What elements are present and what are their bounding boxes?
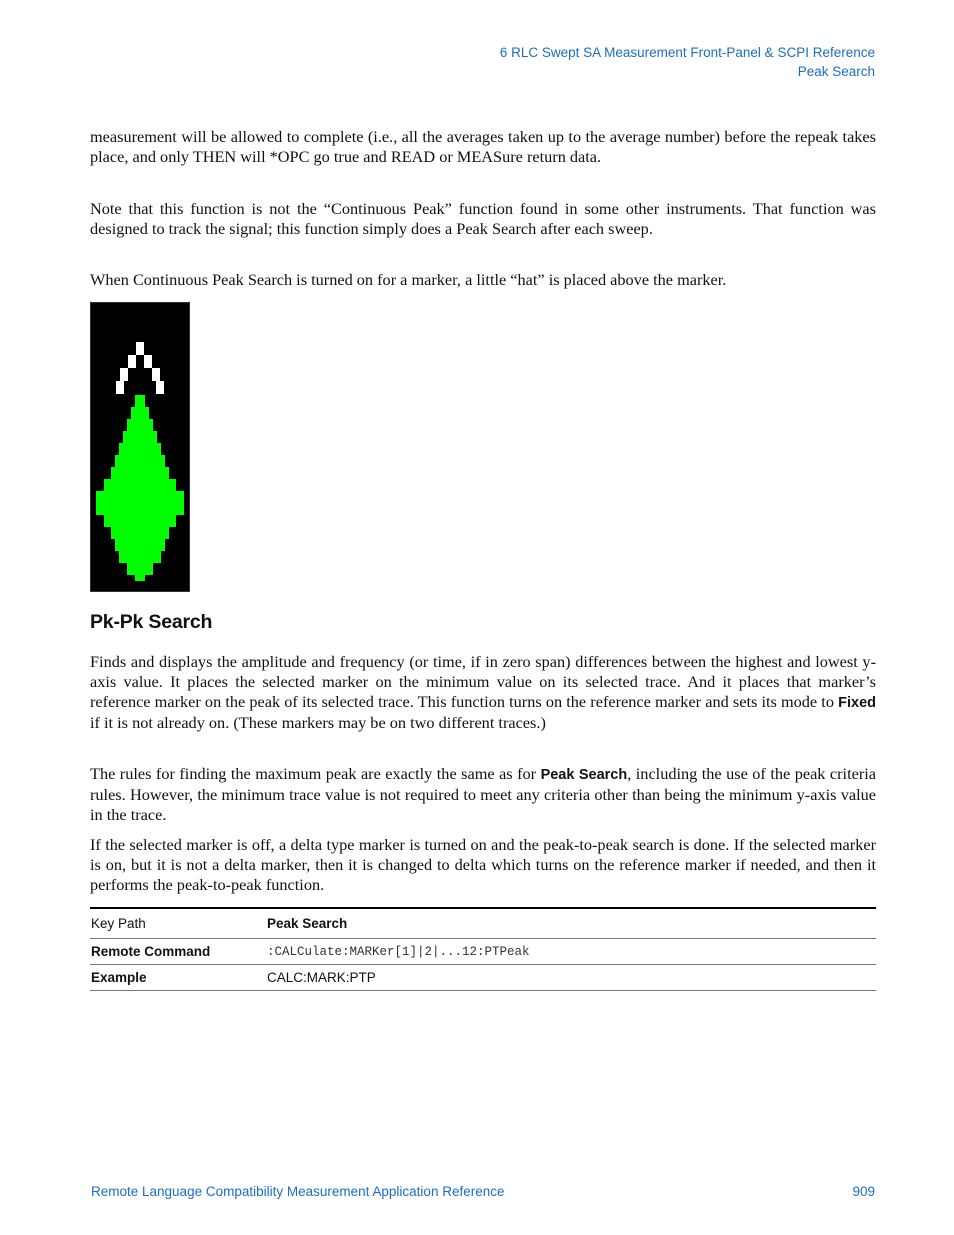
text-run: Finds and displays the amplitude and frequency (or time, if in zero span) differences between the highest and lowest y-axis value. It places the selected marker on the minimum value on its selected trace. And it places that marker’s reference marker on the peak of its selected trace. This function turns on the reference marker and sets its mode to xyxy=(90,652,876,711)
footer-page-number: 909 xyxy=(852,1184,875,1199)
key-path-label: Key Path xyxy=(90,908,266,939)
pixel xyxy=(123,431,157,443)
pixel xyxy=(111,527,169,539)
paragraph-pk-pk-description xyxy=(90,652,876,733)
pixel xyxy=(104,515,176,527)
pixel xyxy=(111,467,169,479)
peak-search-keyword: Peak Search xyxy=(540,767,628,783)
command-table xyxy=(90,907,876,991)
table-row xyxy=(90,908,876,939)
text-run: if it is not already on. (These markers may be on two different traces.) xyxy=(90,713,546,732)
pixel xyxy=(96,491,184,503)
fixed-keyword: Fixed xyxy=(838,695,876,711)
pixel xyxy=(128,355,136,368)
pixel xyxy=(104,479,176,491)
paragraph-continuous-peak: Note that this function is not the “Continuous Peak” function found in some other instruments. That function was designed to track the signal; this function simply does a Peak Search after each sweep. xyxy=(90,199,876,238)
footer-title: Remote Language Compatibility Measurement Application Reference xyxy=(91,1184,505,1199)
pixel xyxy=(119,443,161,455)
section-heading-pk-pk-search: Pk-Pk Search xyxy=(90,611,213,633)
remote-command-value: :CALCulate:MARKer[1]|2|...12:PTPeak xyxy=(266,939,876,965)
pixel xyxy=(96,503,184,515)
pixel xyxy=(135,395,145,407)
remote-command-label: Remote Command xyxy=(90,939,266,965)
example-label: Example xyxy=(90,965,266,991)
text-run: The rules for finding the maximum peak are exactly the same as for xyxy=(90,764,541,783)
table-row xyxy=(90,965,876,991)
paragraph-delta-marker: If the selected marker is off, a delta type marker is turned on and the peak-to-peak search is done. If the selected marker is on, but it is not a delta marker, then it is changed to delta which turns on the reference marker if needed, and then it performs the peak-to-peak function. xyxy=(90,835,876,894)
table-row xyxy=(90,939,876,965)
text-run: , including the use of the peak criteria rules. However, the minimum trace value is not required to meet any criteria other than being the minimum y-axis value in the trace. xyxy=(90,764,876,824)
paragraph-hat: When Continuous Peak Search is turned on for a marker, a little “hat” is placed above the marker. xyxy=(90,270,727,289)
pixel xyxy=(115,539,165,551)
pixel xyxy=(120,368,128,381)
pixel xyxy=(144,355,152,368)
pixel xyxy=(115,455,165,467)
pixel xyxy=(131,407,149,419)
pixel xyxy=(119,551,161,563)
paragraph-repeak: measurement will be allowed to complete (i.e., all the averages taken up to the average number) before the repeak takes place, and only THEN will *OPC go true and READ or MEASure return data. xyxy=(90,127,876,166)
marker-hat-figure xyxy=(90,302,190,592)
pixel xyxy=(136,342,144,355)
header-section: Peak Search xyxy=(797,64,875,79)
marker-hat-image xyxy=(91,303,189,591)
pixel xyxy=(116,381,124,394)
pixel xyxy=(156,381,164,394)
pixel xyxy=(135,569,145,581)
key-path-value: Peak Search xyxy=(266,908,876,939)
header-chapter: 6 RLC Swept SA Measurement Front-Panel & SCPI Reference xyxy=(499,45,875,60)
pixel xyxy=(152,368,160,381)
paragraph-peak-rules xyxy=(90,764,876,825)
example-value: CALC:MARK:PTP xyxy=(266,965,876,991)
pixel xyxy=(127,419,153,431)
